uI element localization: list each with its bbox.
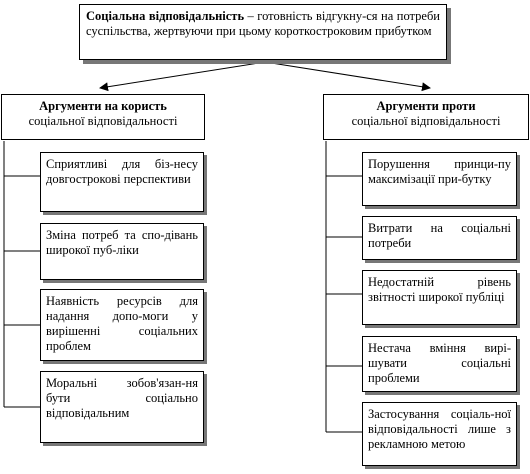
pro-item-4: Моральні зобов'язан-ня бути соціально відповідальним [40, 371, 204, 443]
pro-item-2: Зміна потреб та спо-дівань широкої пуб-ліки [40, 223, 204, 280]
pro-heading-box [1, 94, 205, 140]
con-heading-line1: Аргументи проти [376, 99, 476, 113]
con-item-5: Застосування соціаль-ної відповідальності лише з рекламною метою [362, 402, 517, 466]
arrow-to-pro [100, 62, 265, 88]
con-item-3: Недостатній рівень звітності широкої публіці [362, 270, 517, 325]
pro-heading-line2: соціальної відповідальності [28, 114, 178, 128]
pro-item-1: Сприятливі для біз-несу довгострокові перспективи [40, 152, 204, 212]
arrow-to-con [265, 62, 430, 88]
definition-text: – готовність відгукну-ся на потреби суспільства, жертвуючи при цьому короткостроковим прибутком [86, 9, 440, 38]
definition-box [79, 4, 447, 60]
con-heading-box [323, 94, 529, 140]
definition-term: Соціальна відповідальність [86, 9, 245, 23]
con-item-4: Нестача вміння вирі-шувати соціальні проблеми [362, 336, 517, 392]
con-item-1: Порушення принци-пу максимізації при-бутку [362, 152, 517, 206]
con-heading-line2: соціальної відповідальності [351, 114, 501, 128]
con-item-2: Витрати на соціальні потреби [362, 216, 517, 260]
pro-heading-line1: Аргументи на користь [39, 99, 167, 113]
pro-item-3: Наявність ресурсів для надання допо-моги у вирішенні соціальних проблем [40, 289, 204, 361]
